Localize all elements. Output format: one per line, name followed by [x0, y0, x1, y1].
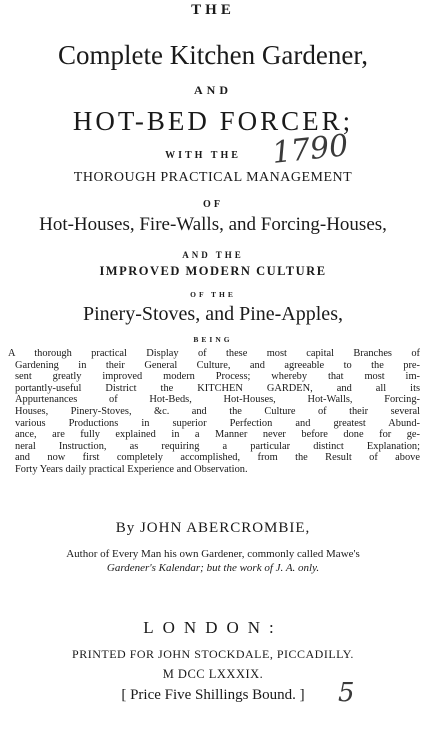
- description-line: Gardening in their General Culture, and agreeable to the pre-: [15, 359, 420, 371]
- printer-line: PRINTED FOR JOHN STOCKDALE, PICCADILLY.: [72, 647, 354, 661]
- author-note-line-2: Gardener's Kalendar; but the work of J. A. only.: [106, 562, 320, 574]
- and-heading: AND: [194, 83, 232, 97]
- the-heading: THE: [191, 2, 235, 18]
- subtitle: HOT-BED FORCER;: [72, 106, 354, 136]
- price-line: [ Price Five Shillings Bound. ]: [121, 687, 305, 703]
- author-note-line-1: Author of Every Man his own Gardener, commonly called Mawe's: [66, 548, 360, 560]
- description-line: Houses, Pinery-Stoves, &c. and the Culture of their several: [15, 405, 420, 417]
- description-line: sent greatly improved modern Process; whereby that most im-: [15, 371, 420, 383]
- description-line: ance, are fully explained in a Manner never before done for ge-: [15, 429, 420, 441]
- london-heading: LONDON:: [143, 618, 283, 637]
- description-line: portantly-useful District the KITCHEN GARDEN, and all its: [15, 382, 420, 394]
- author-line: By JOHN ABERCROMBIE,: [115, 520, 311, 536]
- description-line: A thorough practical Display of these most capital Branches of: [8, 348, 420, 359]
- date-line: M DCC LXXXIX.: [162, 667, 264, 681]
- and-the-heading: AND THE: [182, 250, 244, 260]
- description-line: various Productions in superior Perfection and greatest Abund-: [15, 417, 420, 429]
- handwritten-mark: 5: [338, 678, 355, 708]
- with-the-heading: WITH THE: [165, 150, 241, 161]
- improved-heading: IMPROVED MODERN CULTURE: [99, 264, 327, 278]
- handwritten-year: 1790: [270, 128, 350, 171]
- description-line: neral Instruction, as requiring a particular distinct Explanation;: [15, 440, 420, 452]
- of-heading: OF: [203, 199, 223, 210]
- description-line: Appurtenances of Hot-Beds, Hot-Houses, Hot-Walls, Forcing-: [15, 394, 420, 406]
- being-heading: BEING: [193, 335, 233, 344]
- pinery-heading: Pinery-Stoves, and Pine-Apples,: [83, 303, 343, 325]
- description-paragraph: [8, 348, 420, 476]
- description-line: and now first completely accomplished, from the Result of above: [15, 452, 420, 464]
- hot-houses-heading: Hot-Houses, Fire-Walls, and Forcing-Houses,: [39, 214, 387, 235]
- description-line: Forty Years daily practical Experience and Observation.: [15, 463, 248, 475]
- of-the-heading: OF THE: [190, 290, 236, 299]
- main-title: Complete Kitchen Gardener,: [57, 40, 369, 70]
- thorough-heading: THOROUGH PRACTICAL MANAGEMENT: [73, 170, 353, 185]
